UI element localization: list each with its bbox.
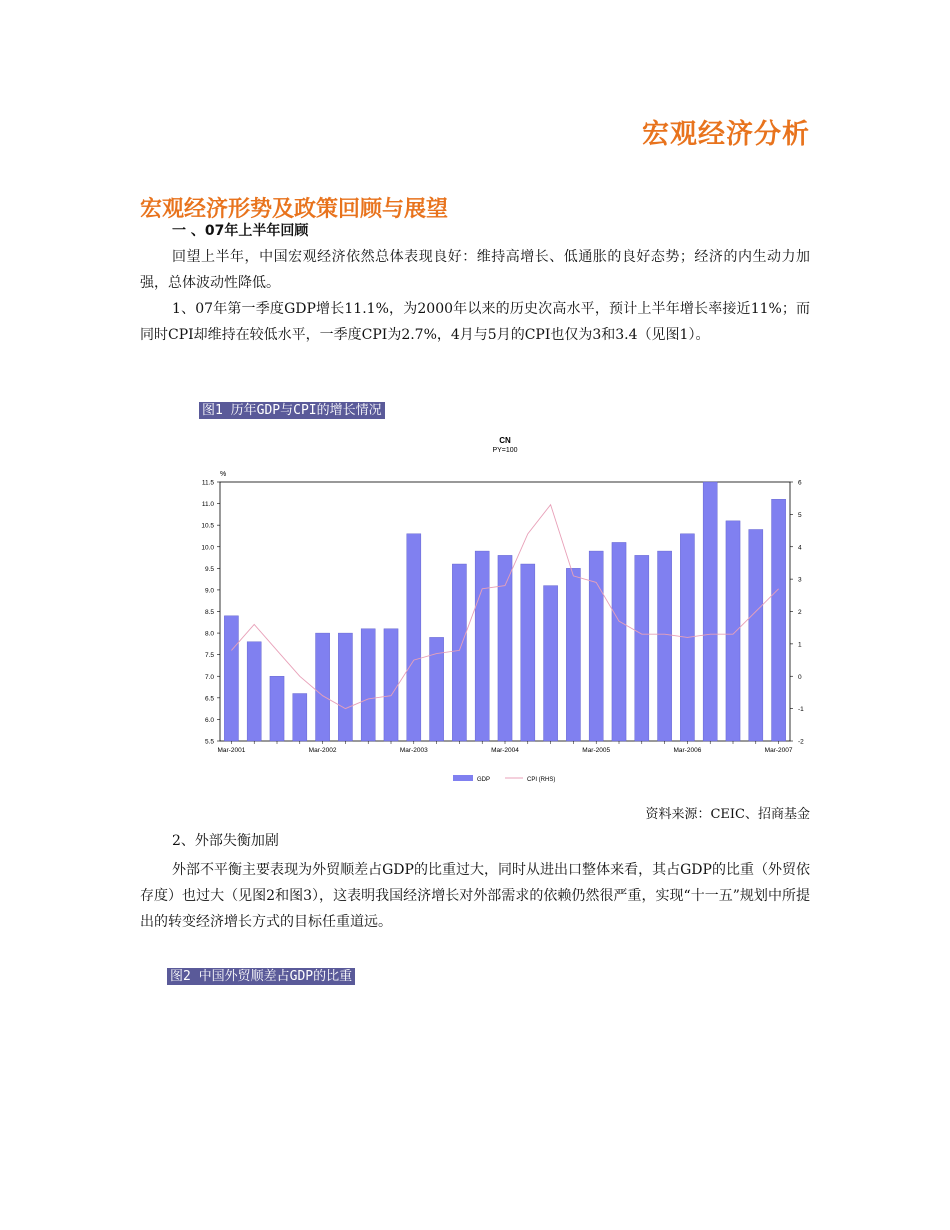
gdp-bar-18	[635, 555, 649, 741]
y-tick-label: 9.5	[204, 565, 214, 573]
gdp-bar-13	[521, 564, 535, 741]
y2-tick-label: 1	[798, 641, 802, 649]
y2-tick-label: 5	[798, 511, 802, 519]
gdp-bar-3	[293, 694, 307, 741]
y2-tick-label: 6	[798, 479, 802, 487]
gdp-bar-6	[361, 629, 375, 741]
gdp-bar-8	[407, 534, 421, 741]
list-heading-external-imbalance: 2、外部失衡加剧	[172, 833, 279, 849]
chart-subtitle: PY=100	[492, 447, 518, 454]
x-tick-label: Mar-2001	[217, 747, 246, 754]
gdp-cpi-chart	[195, 430, 815, 792]
y2-tick-label: -1	[798, 706, 804, 714]
x-tick-label: Mar-2004	[491, 747, 519, 754]
gdp-bar-7	[384, 629, 398, 741]
y-tick-label: 8.5	[204, 609, 214, 616]
x-tick-label: Mar-2002	[308, 747, 337, 754]
y-tick-label: 8.0	[204, 630, 214, 638]
x-tick-label: Mar-2007	[764, 747, 793, 754]
gdp-bar-21	[703, 482, 717, 741]
y-tick-label: 5.5	[204, 738, 214, 746]
gdp-bar-15	[566, 568, 580, 741]
y-tick-label: 11.0	[201, 501, 214, 509]
y2-tick-label: 0	[798, 673, 802, 681]
gdp-bar-22	[726, 521, 740, 741]
y2-tick-label: 4	[798, 544, 802, 552]
gdp-bar-4	[316, 633, 330, 741]
source-note: 资料来源：CEIC、招商基金	[645, 807, 810, 822]
gdp-bar-5	[338, 633, 352, 741]
section-title: 宏观经济形势及政策回顾与展望	[140, 197, 449, 222]
y-tick-label: 6.5	[204, 695, 214, 703]
gdp-bar-19	[658, 551, 672, 741]
gdp-bar-23	[749, 529, 763, 741]
y2-tick-label: 3	[798, 576, 802, 584]
x-tick-label: Mar-2005	[582, 747, 611, 754]
gdp-bar-11	[475, 551, 489, 741]
legend-gdp-label: GDP	[477, 777, 491, 783]
chart-title: CN	[499, 436, 511, 445]
y-tick-label: 7.5	[204, 652, 214, 660]
gdp-bar-12	[498, 555, 512, 741]
y-axis-label: %	[220, 471, 227, 478]
gdp-bar-2	[270, 676, 284, 741]
y-tick-label: 11.5	[201, 479, 214, 487]
gdp-bar-0	[224, 616, 238, 741]
gdp-bar-14	[544, 586, 558, 741]
gdp-bar-24	[772, 499, 786, 741]
figure-1-caption: 图1 历年GDP与CPI的增长情况	[199, 402, 385, 419]
gdp-bar-10	[452, 564, 466, 741]
figure-2-caption: 图2 中国外贸顺差占GDP的比重	[167, 968, 355, 985]
gdp-bar-1	[247, 642, 261, 741]
y-tick-label: 10.5	[201, 522, 214, 530]
y2-tick-label: 2	[798, 609, 802, 616]
gdp-bar-17	[612, 542, 626, 741]
paragraph-overview: 回望上半年，中国宏观经济依然总体表现良好：维持高增长、低通胀的良好态势；经济的内生动力加强，总体波动性降低。	[140, 249, 810, 291]
y2-tick-label: -2	[798, 738, 804, 746]
paragraph-gdp-cpi: 1、07年第一季度GDP增长11.1%，为2000年以来的历史次高水平，预计上半年增长率接近11%；而同时CPI却维持在较低水平，一季度CPI为2.7%，4月与5月的CPI也仅为3和3.4（见图1）。	[140, 301, 810, 343]
y-tick-label: 7.0	[204, 673, 214, 681]
legend-cpi-label: CPI (RHS)	[527, 777, 556, 783]
y-tick-label: 6.0	[204, 716, 214, 724]
sub-heading: 一 、07年上半年回顾	[172, 223, 309, 239]
x-tick-label: Mar-2006	[673, 747, 702, 754]
y-tick-label: 10.0	[201, 544, 214, 552]
gdp-bar-16	[589, 551, 603, 741]
legend-gdp-swatch	[453, 775, 473, 781]
y-tick-label: 9.0	[204, 587, 214, 595]
page-header-title: 宏观经济分析	[642, 119, 810, 150]
x-tick-label: Mar-2003	[399, 747, 428, 754]
paragraph-external-imbalance: 外部不平衡主要表现为外贸顺差占GDP的比重过大，同时从进出口整体来看，其占GDP的比重（外贸依存度）也过大（见图2和图3），这表明我国经济增长对外部需求的依赖仍然很严重，实现“十一五”规划中所提出的转变经济增长方式的目标任重道远。	[140, 862, 810, 930]
